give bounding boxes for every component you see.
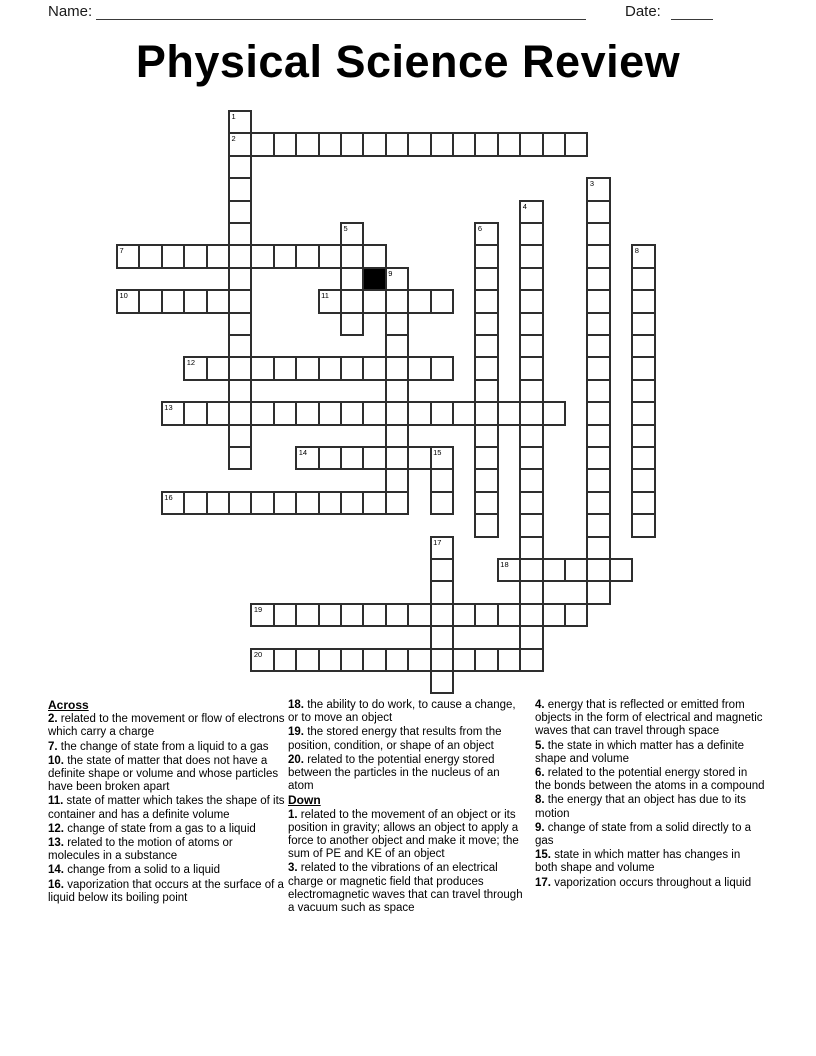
grid-cell[interactable] bbox=[586, 356, 610, 380]
grid-cell[interactable] bbox=[362, 648, 386, 672]
cell-number: 2 bbox=[231, 134, 236, 144]
grid-cell[interactable] bbox=[228, 289, 252, 313]
grid-cell[interactable] bbox=[631, 468, 655, 492]
grid-cell[interactable] bbox=[340, 312, 364, 336]
grid-cell[interactable] bbox=[295, 244, 319, 268]
grid-cell[interactable] bbox=[519, 648, 543, 672]
grid-cell[interactable] bbox=[340, 603, 364, 627]
clue-item: 16. vaporization that occurs at the surface of a liquid below its boiling point bbox=[48, 878, 284, 904]
grid-cell[interactable] bbox=[519, 244, 543, 268]
clue-number: 10. bbox=[48, 754, 64, 767]
grid-cell[interactable] bbox=[430, 289, 454, 313]
grid-cell[interactable] bbox=[318, 446, 342, 470]
clue-number: 4. bbox=[535, 699, 545, 711]
grid-cell[interactable] bbox=[452, 132, 476, 156]
grid-cell[interactable] bbox=[542, 558, 566, 582]
grid-cell[interactable] bbox=[362, 401, 386, 425]
clue-number: 3. bbox=[288, 862, 298, 875]
clue-item: 8. the energy that an object has due to its motion bbox=[535, 794, 746, 820]
clue-number: 20. bbox=[288, 753, 304, 766]
grid-cell[interactable] bbox=[497, 558, 521, 582]
grid-cell[interactable] bbox=[340, 446, 364, 470]
grid-cell[interactable] bbox=[631, 289, 655, 313]
grid-cell[interactable] bbox=[519, 289, 543, 313]
grid-cell[interactable] bbox=[519, 356, 543, 380]
clue-item: 10. the state of matter that does not have a definite shape or volume and whose particles have been broken apart bbox=[48, 754, 279, 794]
grid-cell[interactable] bbox=[407, 648, 431, 672]
grid-cell[interactable] bbox=[340, 222, 364, 246]
clue-item: 5. the state in which matter has a definite shape and volume bbox=[535, 739, 745, 765]
grid-cell[interactable] bbox=[206, 244, 230, 268]
grid-cell[interactable] bbox=[430, 603, 454, 627]
clue-item: 14. change from a solid to a liquid bbox=[48, 864, 220, 877]
grid-cell[interactable] bbox=[519, 132, 543, 156]
clue-number: 6. bbox=[535, 767, 545, 780]
clue-item: 1. related to the movement of an object or its position in gravity; allows an object to apply a force to another object and make it move; the sum of PE and KE of an object bbox=[288, 808, 519, 861]
clue-item: 18. the ability to do work, to cause a change, or to move an object bbox=[288, 699, 516, 725]
grid-cell[interactable] bbox=[385, 289, 409, 313]
clue-number: 16. bbox=[48, 878, 64, 891]
grid-cell[interactable] bbox=[250, 356, 274, 380]
grid-cell[interactable] bbox=[116, 244, 140, 268]
grid-cell[interactable] bbox=[318, 244, 342, 268]
grid-cell[interactable] bbox=[228, 312, 252, 336]
grid-cell[interactable] bbox=[519, 580, 543, 604]
grid-cell[interactable] bbox=[273, 356, 297, 380]
grid-cell[interactable] bbox=[474, 244, 498, 268]
grid-cell[interactable] bbox=[228, 379, 252, 403]
grid-cell[interactable] bbox=[631, 424, 655, 448]
clue-item: 12. change of state from a gas to a liquid bbox=[48, 822, 256, 835]
grid-cell[interactable] bbox=[497, 132, 521, 156]
grid-cell[interactable] bbox=[519, 491, 543, 515]
grid-cell[interactable] bbox=[273, 603, 297, 627]
grid-cell[interactable] bbox=[385, 446, 409, 470]
grid-cell[interactable] bbox=[407, 603, 431, 627]
clue-item: 15. state in which matter has changes in both shape and volume bbox=[535, 849, 741, 875]
grid-cell[interactable] bbox=[586, 334, 610, 358]
clue-item: 9. change of state from a solid directly to a gas bbox=[535, 821, 752, 848]
grid-cell[interactable] bbox=[362, 244, 386, 268]
grid-cell[interactable] bbox=[183, 244, 207, 268]
clue-number: 19. bbox=[288, 726, 304, 739]
cell-number: 10 bbox=[119, 291, 128, 301]
cell-number: 1 bbox=[231, 112, 236, 121]
cell-number: 15 bbox=[433, 448, 442, 457]
grid-cell[interactable] bbox=[631, 446, 655, 470]
cell-number: 12 bbox=[186, 358, 196, 368]
clue-item: 17. vaporization occurs throughout a liquid bbox=[535, 876, 752, 889]
grid-cell[interactable] bbox=[430, 648, 454, 672]
grid-cell[interactable] bbox=[586, 289, 610, 313]
grid-cell[interactable] bbox=[385, 424, 409, 448]
grid-cell[interactable] bbox=[228, 222, 252, 246]
grid-cell[interactable] bbox=[430, 356, 454, 380]
grid-cell[interactable] bbox=[586, 222, 610, 246]
grid-cell[interactable] bbox=[452, 401, 476, 425]
grid-cell[interactable] bbox=[318, 356, 342, 380]
grid-cell[interactable] bbox=[430, 536, 454, 560]
grid-cell[interactable] bbox=[474, 222, 498, 246]
grid-cell[interactable] bbox=[183, 401, 207, 425]
grid-cell[interactable] bbox=[586, 200, 610, 224]
grid-cell[interactable] bbox=[340, 491, 364, 515]
grid-cell[interactable] bbox=[206, 356, 230, 380]
clue-item: 13. related to the motion of atoms or molecules in a substance bbox=[48, 837, 233, 863]
grid-cell[interactable] bbox=[430, 670, 454, 694]
grid-cell[interactable] bbox=[385, 401, 409, 425]
grid-cell[interactable] bbox=[228, 491, 252, 515]
clue-column-3 bbox=[535, 699, 765, 891]
date-label: Date: bbox=[625, 3, 661, 20]
grid-cell[interactable] bbox=[430, 558, 454, 582]
grid-cell[interactable] bbox=[340, 401, 364, 425]
grid-cell[interactable] bbox=[519, 468, 543, 492]
grid-cell[interactable] bbox=[430, 491, 454, 515]
grid-cell[interactable] bbox=[519, 222, 543, 246]
grid-cell[interactable] bbox=[340, 289, 364, 313]
grid-cell[interactable] bbox=[586, 580, 610, 604]
grid-cell[interactable] bbox=[295, 132, 319, 156]
grid-cell[interactable] bbox=[631, 244, 655, 268]
grid-cell[interactable] bbox=[183, 356, 207, 380]
grid-cell[interactable] bbox=[519, 558, 543, 582]
grid-cell[interactable] bbox=[631, 312, 655, 336]
clues-across-header: Across bbox=[48, 698, 89, 712]
cell-number: 18 bbox=[500, 560, 509, 569]
cell-number: 5 bbox=[343, 224, 348, 233]
grid-cell[interactable] bbox=[542, 401, 566, 425]
grid-cell[interactable] bbox=[519, 200, 543, 224]
grid-cell[interactable] bbox=[564, 132, 588, 156]
grid-cell[interactable] bbox=[519, 536, 543, 560]
grid-cell[interactable] bbox=[385, 132, 409, 156]
grid-cell[interactable] bbox=[430, 132, 454, 156]
grid-cell[interactable] bbox=[519, 513, 543, 537]
clue-item: 6. related to the potential energy stored in the bonds between the atoms in a compound bbox=[535, 767, 765, 793]
grid-cell[interactable] bbox=[519, 312, 543, 336]
cell-number: 17 bbox=[433, 537, 442, 547]
grid-cell[interactable] bbox=[161, 244, 185, 268]
grid-cell[interactable] bbox=[161, 289, 185, 313]
clue-number: 5. bbox=[535, 739, 545, 752]
grid-cell[interactable] bbox=[474, 289, 498, 313]
grid-cell[interactable] bbox=[474, 356, 498, 380]
grid-cell[interactable] bbox=[430, 401, 454, 425]
grid-cell[interactable] bbox=[362, 289, 386, 313]
grid-cell[interactable] bbox=[586, 513, 610, 537]
grid-cell[interactable] bbox=[586, 177, 610, 201]
clue-number: 13. bbox=[48, 837, 64, 850]
clue-number: 12. bbox=[48, 822, 64, 835]
grid-cell[interactable] bbox=[362, 603, 386, 627]
clue-item: 3. related to the vibrations of an electrical charge or magnetic field that produces electromagnetic waves that can travel through a vacuum such as space bbox=[288, 862, 523, 915]
grid-cell[interactable] bbox=[228, 334, 252, 358]
grid-cell[interactable] bbox=[362, 132, 386, 156]
grid-cell[interactable] bbox=[542, 132, 566, 156]
grid-cell[interactable] bbox=[474, 267, 498, 291]
grid-cell[interactable] bbox=[318, 289, 342, 313]
grid-cell[interactable] bbox=[183, 491, 207, 515]
grid-cell[interactable] bbox=[206, 491, 230, 515]
grid-cell[interactable] bbox=[519, 379, 543, 403]
grid-cell[interactable] bbox=[228, 446, 252, 470]
grid-cell[interactable] bbox=[407, 446, 431, 470]
grid-cell[interactable] bbox=[474, 603, 498, 627]
grid-cell[interactable] bbox=[631, 334, 655, 358]
grid-cell[interactable] bbox=[340, 132, 364, 156]
grid-cell[interactable] bbox=[183, 289, 207, 313]
clue-item: 19. the stored energy that results from the position, condition, or shape of an object bbox=[288, 726, 502, 752]
grid-cell[interactable] bbox=[564, 558, 588, 582]
grid-cell[interactable] bbox=[407, 132, 431, 156]
grid-cell[interactable] bbox=[295, 491, 319, 515]
grid-cell[interactable] bbox=[228, 155, 252, 179]
grid-cell[interactable] bbox=[250, 401, 274, 425]
grid-cell[interactable] bbox=[116, 289, 140, 313]
grid-cell[interactable] bbox=[228, 401, 252, 425]
grid-cell[interactable] bbox=[542, 603, 566, 627]
grid-cell[interactable] bbox=[318, 603, 342, 627]
grid-cell[interactable] bbox=[631, 513, 655, 537]
grid-cell[interactable] bbox=[474, 491, 498, 515]
grid-cell[interactable] bbox=[631, 379, 655, 403]
grid-cell[interactable] bbox=[430, 446, 454, 470]
grid-cell[interactable] bbox=[340, 356, 364, 380]
grid-cell[interactable] bbox=[340, 244, 364, 268]
grid-cell[interactable] bbox=[228, 200, 252, 224]
grid-cell[interactable] bbox=[318, 132, 342, 156]
grid-cell[interactable] bbox=[385, 603, 409, 627]
clue-item: 7. the change of state from a liquid to a gas bbox=[48, 740, 269, 753]
cell-number: 14 bbox=[298, 448, 308, 457]
grid-cell[interactable] bbox=[430, 625, 454, 649]
grid-cell[interactable] bbox=[250, 132, 274, 156]
grid-cell[interactable] bbox=[586, 491, 610, 515]
cell-number: 9 bbox=[388, 268, 393, 278]
clue-number: 11. bbox=[48, 795, 64, 808]
grid-cell[interactable] bbox=[340, 648, 364, 672]
grid-cell[interactable] bbox=[631, 356, 655, 380]
grid-cell[interactable] bbox=[138, 244, 162, 268]
cell-number: 7 bbox=[119, 246, 124, 256]
cell-number: 8 bbox=[634, 246, 639, 256]
grid-cell[interactable] bbox=[586, 468, 610, 492]
clue-item: 2. related to the movement or flow of electrons which carry a charge bbox=[48, 713, 285, 739]
cell-number: 13 bbox=[164, 403, 173, 413]
grid-cell[interactable] bbox=[362, 446, 386, 470]
grid-cell[interactable] bbox=[228, 132, 252, 156]
grid-cell[interactable] bbox=[318, 401, 342, 425]
clue-number: 7. bbox=[48, 740, 58, 753]
grid-cell[interactable] bbox=[497, 603, 521, 627]
cell-number: 11 bbox=[321, 291, 329, 301]
cell-number: 19 bbox=[253, 604, 263, 614]
clue-number: 18. bbox=[288, 699, 304, 711]
grid-cell[interactable] bbox=[586, 379, 610, 403]
grid-cell[interactable] bbox=[609, 558, 633, 582]
grid-cell[interactable] bbox=[586, 558, 610, 582]
grid-cell[interactable] bbox=[362, 491, 386, 515]
grid-cell[interactable] bbox=[385, 312, 409, 336]
grid-cell[interactable] bbox=[474, 132, 498, 156]
grid-cell[interactable] bbox=[385, 334, 409, 358]
grid-cell[interactable] bbox=[385, 356, 409, 380]
grid-cell[interactable] bbox=[474, 648, 498, 672]
grid-cell[interactable] bbox=[586, 267, 610, 291]
clue-number: 17. bbox=[535, 876, 551, 889]
grid-cell[interactable] bbox=[586, 312, 610, 336]
grid-cell[interactable] bbox=[295, 603, 319, 627]
grid-cell[interactable] bbox=[586, 424, 610, 448]
grid-cell[interactable] bbox=[474, 468, 498, 492]
grid-cell[interactable] bbox=[295, 648, 319, 672]
clue-number: 9. bbox=[535, 821, 545, 834]
grid-cell[interactable] bbox=[138, 289, 162, 313]
grid-cell[interactable] bbox=[385, 468, 409, 492]
grid-cell[interactable] bbox=[474, 334, 498, 358]
clue-number: 2. bbox=[48, 713, 58, 726]
grid-cell[interactable] bbox=[250, 648, 274, 672]
grid-cell[interactable] bbox=[385, 648, 409, 672]
grid-cell[interactable] bbox=[519, 603, 543, 627]
grid-cell[interactable] bbox=[228, 110, 252, 134]
grid-cell[interactable] bbox=[206, 289, 230, 313]
grid-cell[interactable] bbox=[631, 267, 655, 291]
grid-cell[interactable] bbox=[362, 356, 386, 380]
grid-cell[interactable] bbox=[250, 603, 274, 627]
grid-cell[interactable] bbox=[452, 648, 476, 672]
clue-item: 20. related to the potential energy stored between the particles in the nucleus of an atom bbox=[288, 753, 500, 793]
cell-number: 16 bbox=[164, 492, 173, 502]
grid-cell[interactable] bbox=[497, 648, 521, 672]
grid-cell[interactable] bbox=[295, 401, 319, 425]
grid-cell[interactable] bbox=[519, 267, 543, 291]
clue-number: 15. bbox=[535, 849, 551, 862]
grid-cell[interactable] bbox=[273, 244, 297, 268]
date-line bbox=[671, 4, 713, 20]
grid-cell[interactable] bbox=[474, 312, 498, 336]
cell-number: 3 bbox=[589, 179, 595, 189]
grid-cell[interactable] bbox=[385, 491, 409, 515]
grid-cell[interactable] bbox=[273, 401, 297, 425]
grid-cell[interactable] bbox=[586, 446, 610, 470]
grid-cell[interactable] bbox=[474, 513, 498, 537]
grid-cell[interactable] bbox=[295, 446, 319, 470]
clue-column-2 bbox=[288, 699, 528, 916]
grid-cell[interactable] bbox=[161, 401, 185, 425]
clues-down-header: Down bbox=[288, 793, 321, 808]
grid-cell[interactable] bbox=[273, 491, 297, 515]
cell-number: 4 bbox=[522, 201, 527, 211]
name-line bbox=[96, 4, 586, 20]
clue-number: 14. bbox=[48, 864, 64, 877]
grid-cell[interactable] bbox=[519, 446, 543, 470]
grid-cell[interactable] bbox=[564, 603, 588, 627]
grid-cell[interactable] bbox=[295, 356, 319, 380]
grid-cell[interactable] bbox=[228, 356, 252, 380]
grid-cell[interactable] bbox=[519, 401, 543, 425]
grid-cell[interactable] bbox=[228, 244, 252, 268]
grid-cell-black bbox=[362, 267, 386, 291]
grid-cell[interactable] bbox=[228, 177, 252, 201]
grid-cell[interactable] bbox=[407, 356, 431, 380]
name-label: Name: bbox=[48, 3, 93, 20]
grid-cell[interactable] bbox=[250, 244, 274, 268]
grid-cell[interactable] bbox=[250, 491, 274, 515]
grid-cell[interactable] bbox=[340, 267, 364, 291]
grid-cell[interactable] bbox=[318, 648, 342, 672]
grid-cell[interactable] bbox=[497, 401, 521, 425]
grid-cell[interactable] bbox=[273, 132, 297, 156]
grid-cell[interactable] bbox=[519, 334, 543, 358]
grid-cell[interactable] bbox=[318, 491, 342, 515]
crossword-grid bbox=[116, 110, 656, 694]
grid-cell[interactable] bbox=[631, 491, 655, 515]
grid-cell[interactable] bbox=[430, 468, 454, 492]
clue-item: 11. state of matter which takes the shape of its container and has a definite volume bbox=[48, 795, 285, 821]
grid-cell[interactable] bbox=[407, 401, 431, 425]
grid-cell[interactable] bbox=[586, 244, 610, 268]
grid-cell[interactable] bbox=[474, 446, 498, 470]
grid-cell[interactable] bbox=[474, 379, 498, 403]
clue-number: 1. bbox=[288, 808, 298, 821]
grid-cell[interactable] bbox=[228, 424, 252, 448]
page-title: Physical Science Review bbox=[135, 36, 681, 87]
grid-cell[interactable] bbox=[430, 580, 454, 604]
grid-cell[interactable] bbox=[519, 625, 543, 649]
grid-cell[interactable] bbox=[228, 267, 252, 291]
cell-number: 20 bbox=[253, 649, 263, 659]
grid-cell[interactable] bbox=[474, 424, 498, 448]
grid-cell[interactable] bbox=[586, 401, 610, 425]
grid-cell[interactable] bbox=[452, 603, 476, 627]
grid-cell[interactable] bbox=[385, 379, 409, 403]
cell-number: 6 bbox=[477, 224, 483, 233]
grid-cell[interactable] bbox=[586, 536, 610, 560]
grid-cell[interactable] bbox=[474, 401, 498, 425]
grid-cell[interactable] bbox=[385, 267, 409, 291]
grid-cell[interactable] bbox=[519, 424, 543, 448]
clue-number: 8. bbox=[535, 794, 545, 807]
grid-cell[interactable] bbox=[206, 401, 230, 425]
clue-item: 4. energy that is reflected or emitted from objects in the form of electrical and magnetic waves that can travel through space bbox=[535, 699, 763, 738]
grid-cell[interactable] bbox=[273, 648, 297, 672]
grid-cell[interactable] bbox=[631, 401, 655, 425]
grid-cell[interactable] bbox=[161, 491, 185, 515]
grid-cell[interactable] bbox=[407, 289, 431, 313]
clue-column-1 bbox=[48, 699, 286, 906]
